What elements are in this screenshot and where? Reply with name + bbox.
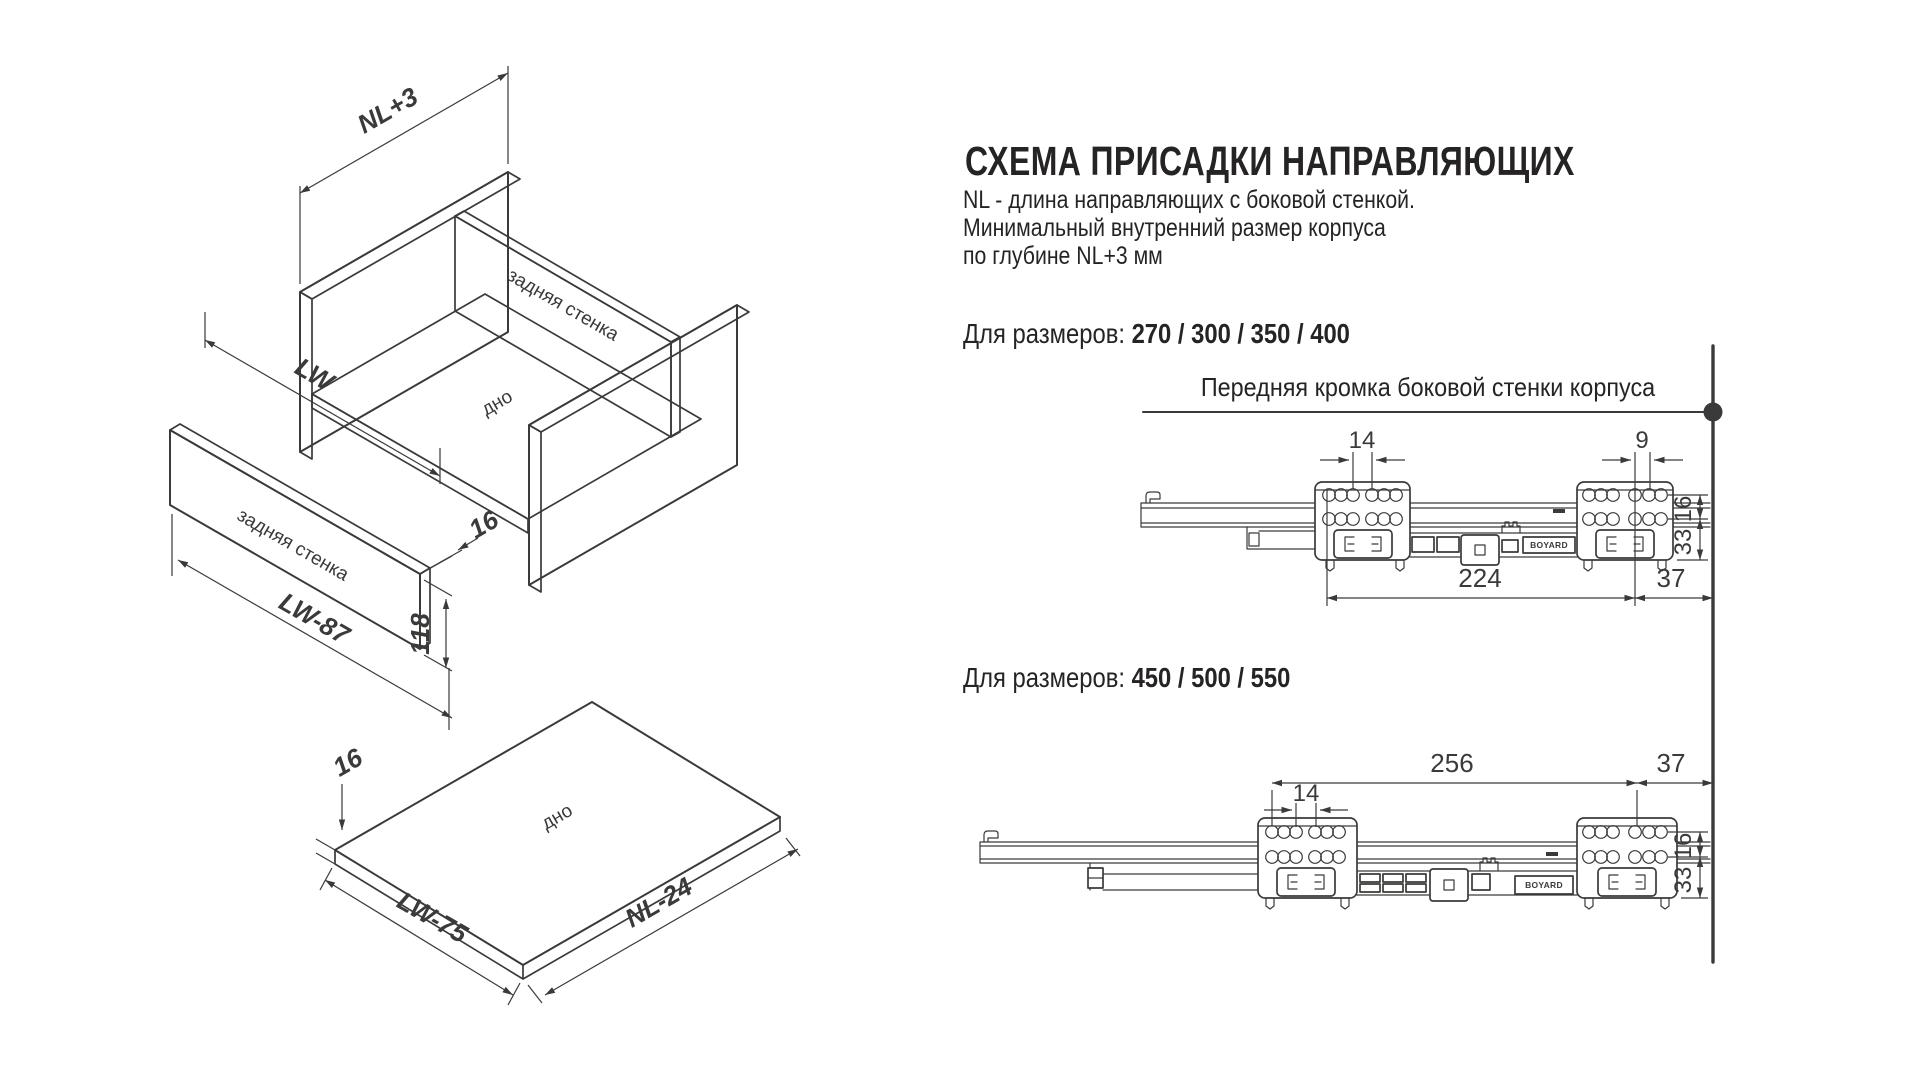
bottom-label: дно bbox=[478, 386, 517, 421]
sizes-large-label: Для размеров: bbox=[963, 662, 1125, 693]
svg-text:224: 224 bbox=[1458, 563, 1502, 593]
svg-text:14: 14 bbox=[1292, 780, 1320, 807]
sizes-large-values: 450 / 500 / 550 bbox=[1131, 662, 1291, 693]
front-edge-caption: Передняя кромка боковой стенки корпуса bbox=[1200, 372, 1656, 402]
dim-row-gap-16 bbox=[1668, 495, 1708, 522]
svg-text:LW-87: LW-87 bbox=[274, 586, 355, 651]
svg-text:14: 14 bbox=[1348, 427, 1376, 454]
dim-37 bbox=[1635, 563, 1713, 598]
clip-detail bbox=[1480, 858, 1498, 870]
svg-text:16: 16 bbox=[327, 741, 368, 783]
svg-text:33: 33 bbox=[1670, 528, 1697, 556]
svg-text:9: 9 bbox=[1635, 427, 1649, 454]
dim-bottom-33 bbox=[1670, 519, 1708, 560]
back-panel-label: задняя стенка bbox=[233, 504, 353, 586]
rear-mounting-bracket bbox=[1258, 818, 1357, 909]
dim-hole-pitch-14 bbox=[1320, 427, 1405, 489]
svg-text:118: 118 bbox=[405, 613, 435, 655]
rear-mounting-bracket bbox=[1315, 482, 1410, 571]
sizes-small-values: 270 / 300 / 350 / 400 bbox=[1131, 318, 1350, 349]
svg-text:16: 16 bbox=[463, 503, 504, 545]
svg-text:LW: LW bbox=[290, 351, 339, 397]
svg-text:NL-24: NL-24 bbox=[619, 871, 698, 934]
note-line-1: NL - длина направляющих с боковой стенкой. bbox=[963, 186, 1415, 214]
dim-back-panel-height bbox=[405, 580, 452, 671]
dim-bottom-panel-depth bbox=[528, 838, 800, 1003]
svg-text:33: 33 bbox=[1670, 866, 1697, 894]
bottom-panel-label: дно bbox=[538, 800, 577, 835]
page-title: СХЕМА ПРИСАДКИ НАПРАВЛЯЮЩИХ bbox=[965, 138, 1575, 184]
dim-bottom-panel-width bbox=[320, 868, 520, 1005]
brand-logo: BOYARD bbox=[1530, 540, 1568, 550]
slide-mechanism bbox=[1410, 509, 1577, 565]
iso-back-panel-view bbox=[170, 424, 504, 730]
svg-text:16: 16 bbox=[1670, 495, 1697, 523]
front-mounting-bracket bbox=[1577, 818, 1677, 909]
description-note bbox=[963, 186, 1415, 270]
sizes-large-heading bbox=[963, 662, 1290, 694]
dim-256 bbox=[1272, 748, 1637, 826]
slide-drawing-large bbox=[980, 748, 1713, 909]
sizes-small-heading bbox=[963, 318, 1350, 350]
svg-text:37: 37 bbox=[1656, 563, 1686, 593]
svg-text:NL+3: NL+3 bbox=[352, 81, 423, 140]
iso-bottom-panel-view bbox=[316, 702, 800, 1005]
svg-text:256: 256 bbox=[1430, 748, 1474, 778]
back-wall-label: задняя стенка bbox=[503, 264, 623, 346]
svg-text:16: 16 bbox=[1670, 832, 1697, 860]
note-line-3: по глубине NL+3 мм bbox=[963, 242, 1163, 270]
sizes-small-label: Для размеров: bbox=[963, 318, 1125, 349]
note-line-2: Минимальный внутренний размер корпуса bbox=[963, 214, 1386, 242]
slide-drawing-small bbox=[1141, 427, 1713, 606]
dim-depth-nl3 bbox=[300, 66, 508, 284]
svg-text:LW-75: LW-75 bbox=[392, 885, 473, 950]
front-mounting-bracket bbox=[1577, 482, 1673, 571]
svg-text:37: 37 bbox=[1656, 748, 1686, 778]
brand-logo: BOYARD bbox=[1525, 880, 1563, 890]
dim-back-panel-thickness bbox=[420, 504, 504, 574]
dim-37 bbox=[1637, 748, 1713, 783]
